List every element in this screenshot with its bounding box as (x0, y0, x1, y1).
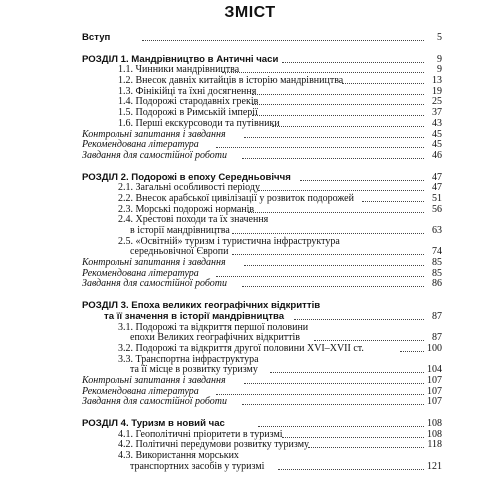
toc-entry-title: 1.6. Перші екскурсоводи та путівники (118, 117, 280, 129)
toc-leader-dots (216, 394, 424, 395)
toc-entry[interactable] (82, 322, 442, 333)
toc-entry[interactable] (82, 32, 442, 43)
toc-entry-title: Контрольні запитання і завдання (82, 374, 226, 386)
toc-leader-dots (248, 212, 424, 213)
toc-entry-title: епохи Великих географічних відкриттів (130, 332, 301, 344)
toc-entry-title: 4.1. Геополітичні пріоритети в туризмі (118, 428, 283, 440)
toc-entry[interactable] (82, 96, 442, 107)
toc-leader-dots (232, 233, 424, 234)
toc-gap (82, 407, 442, 418)
toc-entry-title: 3.1. Подорожі та відкриття першої половини (118, 321, 309, 333)
toc-page-number: 37 (432, 107, 442, 119)
toc-entry[interactable] (82, 278, 442, 289)
toc-page-number: 5 (437, 32, 442, 43)
toc-leader-dots (222, 72, 424, 73)
toc-entry[interactable] (82, 64, 442, 75)
toc-entry[interactable] (82, 118, 442, 129)
toc-entry[interactable] (82, 418, 442, 429)
toc-entry[interactable] (82, 54, 442, 65)
toc-entry[interactable] (82, 354, 442, 365)
toc-entry[interactable] (82, 86, 442, 97)
toc-entry-title: Завдання для самостійної роботи (82, 396, 228, 408)
toc-leader-dots (314, 340, 424, 341)
toc-entry-title: РОЗДІЛ 2. Подорожі в епоху Середньовіччя (82, 171, 291, 183)
toc-leader-dots (242, 286, 424, 287)
toc-leader-dots (142, 40, 424, 41)
toc-page-number: 74 (432, 246, 442, 258)
toc-entry[interactable] (82, 225, 442, 236)
toc-entry-title: 1.1. Чинники мандрівництва (118, 64, 240, 76)
toc-leader-dots (282, 437, 424, 438)
toc-page-number: 51 (432, 192, 442, 204)
toc-leader-dots (244, 383, 424, 384)
toc-entry-title: 3.2. Подорожі та відкриття другої половини XVI–XVII ст. (118, 342, 364, 354)
toc-entry-title: 2.5. «Освітній» туризм і туристична інфраструктура (118, 235, 340, 247)
toc-entry[interactable] (82, 268, 442, 279)
toc-entry[interactable] (82, 257, 442, 268)
toc-page-number: 43 (432, 117, 442, 129)
toc-page-number: 47 (432, 182, 442, 194)
toc-leader-dots (244, 265, 424, 266)
toc-entry[interactable] (82, 139, 442, 150)
toc-page-number: 45 (432, 128, 442, 140)
toc-entry-title: Рекомендована література (82, 385, 199, 397)
toc-entry-title: в історії мандрівництва (130, 225, 230, 236)
toc-entry-title: Завдання для самостійної роботи (82, 149, 228, 161)
toc-leader-dots (294, 319, 424, 320)
toc-page-number: 46 (432, 149, 442, 161)
toc-page-number: 118 (427, 439, 442, 451)
toc-entry-title: РОЗДІЛ 4. Туризм в новий час (82, 418, 225, 429)
toc-page-number: 25 (432, 96, 442, 108)
toc-entry-title: 4.3. Використання морських (118, 450, 239, 462)
toc-leader-dots (216, 276, 424, 277)
toc-leader-dots (252, 104, 424, 105)
toc-entry[interactable] (82, 343, 442, 354)
toc-page-number: 104 (427, 364, 442, 376)
toc-page-number: 56 (432, 203, 442, 215)
toc-gap (82, 161, 442, 172)
toc-entry-title: РОЗДІЛ 3. Епоха великих географічних відкриттів (82, 300, 321, 312)
toc-entry[interactable] (82, 300, 442, 311)
toc-leader-dots (342, 83, 424, 84)
toc-entry[interactable] (82, 204, 442, 215)
toc-entry-title: Рекомендована література (82, 267, 199, 279)
toc-leader-dots (278, 469, 424, 470)
toc-page-number: 19 (432, 85, 442, 97)
toc-leader-dots (216, 147, 424, 148)
toc-page-number: 108 (427, 418, 442, 429)
toc-entry-title: РОЗДІЛ 1. Мандрівництво в Античні часи (82, 53, 279, 65)
toc-page-number: 45 (432, 139, 442, 151)
toc-entry-title: та її значення в історії мандрівництва (104, 310, 285, 322)
toc-page-number: 85 (432, 257, 442, 269)
toc-entry[interactable] (82, 150, 442, 161)
toc-leader-dots (300, 180, 424, 181)
toc-entry[interactable] (82, 450, 442, 461)
toc-entry[interactable] (82, 246, 442, 257)
toc-gap (82, 289, 442, 300)
toc-entry-title: 2.4. Хрестові походи та їх значення (118, 214, 269, 226)
toc-leader-dots (252, 115, 424, 116)
toc-entry-title: Вступ (82, 32, 111, 43)
toc-leader-dots (258, 426, 424, 427)
toc-leader-dots (252, 94, 424, 95)
toc-entry-title: 1.3. Фінікійці та їхні досягнення (118, 85, 257, 97)
toc-entry-title: 2.2. Внесок арабської цивілізації у розвиток подорожей (118, 192, 354, 204)
toc-entry-title: 1.4. Подорожі стародавніх греків (118, 96, 259, 108)
toc-leader-dots (400, 351, 424, 352)
toc-page-number: 121 (427, 460, 442, 472)
toc-leader-dots (362, 201, 424, 202)
toc-page-number: 9 (437, 53, 442, 65)
toc-entry[interactable] (82, 386, 442, 397)
toc-page-number: 107 (427, 374, 442, 386)
toc-entry-title: Завдання для самостійної роботи (82, 278, 228, 290)
toc-leader-dots (308, 447, 424, 448)
toc-entry-title: 1.5. Подорожі в Римській імперії (118, 107, 258, 119)
toc-entry[interactable] (82, 182, 442, 193)
toc-entry[interactable] (82, 193, 442, 204)
toc-page-number: 107 (427, 396, 442, 408)
toc-entry[interactable] (82, 332, 442, 343)
toc-entry[interactable] (82, 461, 442, 472)
toc-entry-title: 2.1. Загальні особливості періоду (118, 182, 260, 194)
toc-page-number: 107 (427, 385, 442, 397)
toc-entry-title: та її місце в розвитку туризму (130, 364, 258, 376)
toc-entry-title: 1.2. Внесок давніх китайців в історію мандрівництва (118, 75, 344, 87)
toc-entry-title: транспортних засобів у туризмі (130, 460, 265, 472)
toc-leader-dots (270, 372, 424, 373)
toc-leader-dots (242, 158, 424, 159)
toc-entry[interactable] (82, 364, 442, 375)
toc-leader-dots (258, 190, 424, 191)
toc-entry-title: Рекомендована література (82, 139, 199, 151)
toc-leader-dots (272, 126, 424, 127)
toc-page-number: 47 (432, 171, 442, 183)
toc-entry-title: 2.3. Морські подорожі норманів (118, 203, 255, 215)
toc-leader-dots (244, 137, 424, 138)
toc-page-number: 87 (432, 310, 442, 322)
toc-entry[interactable] (82, 236, 442, 247)
toc-leader-dots (282, 62, 424, 63)
toc-gap (82, 43, 442, 54)
toc-entry-title: 4.2. Політичні передумови розвитку туризму (118, 439, 310, 451)
toc-entry[interactable] (82, 129, 442, 140)
toc-entry-title: середньовічної Європи (130, 246, 229, 258)
toc-entry-title: 3.3. Транспортна інфраструктура (118, 353, 259, 365)
toc-leader-dots (242, 404, 424, 405)
toc-page-number: 100 (427, 342, 442, 354)
toc-entry[interactable] (82, 214, 442, 225)
toc-entry[interactable] (82, 396, 442, 407)
toc-page-number: 63 (432, 225, 442, 236)
toc-entry[interactable] (82, 172, 442, 183)
toc-entry[interactable] (82, 429, 442, 440)
toc-entry[interactable] (82, 375, 442, 386)
table-of-contents (82, 32, 442, 471)
toc-page-number: 13 (432, 75, 442, 87)
toc-entry[interactable] (82, 439, 442, 450)
toc-entry-title: Контрольні запитання і завдання (82, 257, 226, 269)
page-title: ЗМІСТ (224, 4, 276, 21)
toc-leader-dots (232, 254, 424, 255)
toc-page-number: 108 (427, 428, 442, 440)
toc-page-number: 86 (432, 278, 442, 290)
toc-entry[interactable] (82, 107, 442, 118)
toc-page-number: 9 (437, 64, 442, 76)
toc-entry[interactable] (82, 311, 442, 322)
toc-page-number: 85 (432, 267, 442, 279)
toc-entry-title: Контрольні запитання і завдання (82, 128, 226, 140)
toc-entry[interactable] (82, 75, 442, 86)
toc-page-number: 87 (432, 332, 442, 344)
